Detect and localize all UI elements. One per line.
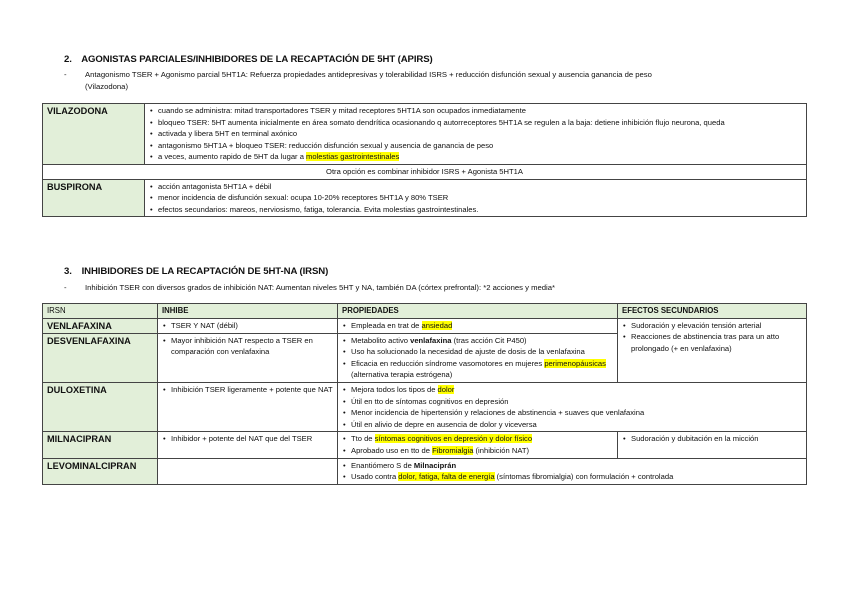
section-2-heading — [64, 54, 433, 65]
table-row — [43, 382, 807, 431]
list-item: • Útil en alivio de depre en ausencia de dolor y viceversa — [342, 419, 802, 431]
list-item: • acción antagonista 5HT1A + débil — [149, 181, 802, 193]
drug-name-vilazodona: VILAZODONA — [43, 104, 145, 165]
list-item: • activada y libera 5HT en terminal axónico — [149, 128, 802, 140]
list-item: • TSER Y NAT (débil) — [162, 320, 333, 332]
section-3-intro-text: Inhibición TSER con diversos grados de inhibición NAT: Aumentan niveles 5HT y NA, también DA (córtex prefrontal): *2 acciones y media* — [85, 283, 556, 292]
list-item: • a veces, aumento rapido de 5HT da lugar a molestias gastrointestinales — [149, 151, 802, 163]
list-item: • bloqueo TSER: 5HT aumenta inicialmente en área somato dendrítica ocasionando q autorreceptores 5HT1A se regulen a la baja: detiene inhibición flujo neurona, queda — [149, 117, 802, 129]
section-3-heading — [64, 266, 328, 277]
highlight: dolor — [437, 384, 455, 394]
highlight: Fibromialgia — [432, 445, 474, 455]
list-item: • Usado contra dolor, fatiga, falta de energía (síntomas fibromialgia) con formulación + controlada — [342, 471, 802, 483]
intro-dash: - — [64, 70, 67, 79]
other-option-row: Otra opción es combinar inhibidor ISRS + Agonista 5HT1A — [43, 164, 807, 179]
list-item: • Enantiómero S de Milnaciprán — [342, 460, 802, 472]
section-2-intro-text: Antagonismo TSER + Agonismo parcial 5HT1A: Refuerza propiedades antidepresivas y tolerabilidad ISRS + reducción disfunción sexual y ausencia ganancia de peso — [85, 70, 652, 79]
table-row — [43, 179, 807, 217]
drug-name-venlafaxina: VENLAFAXINA — [43, 318, 158, 333]
section-3-intro: - Inhibición TSER con diversos grados de inhibición NAT: Aumentan niveles 5HT y NA, también DA (córtex prefrontal): *2 acciones y media* — [64, 282, 844, 295]
table-row — [43, 318, 807, 333]
highlight: ansiedad — [421, 320, 453, 330]
buspirona-properties — [145, 179, 807, 217]
drug-name-levomilnacipran: LEVOMINALCIPRAN — [43, 458, 158, 484]
drug-name-duloxetina: DULOXETINA — [43, 382, 158, 431]
column-header: EFECTOS SECUNDARIOS — [618, 304, 807, 319]
list-item: • Inhibidor + potente del NAT que del TSER — [162, 433, 333, 445]
list-item: • Uso ha solucionado la necesidad de ajuste de dosis de la venlafaxina — [342, 346, 613, 358]
highlight: perimenopáusicas — [544, 358, 606, 368]
list-item: • Mejora todos los tipos de dolor — [342, 384, 802, 396]
list-item: • Tto de síntomas cognitivos en depresión y dolor físico — [342, 433, 613, 445]
list-item: • Aprobado uso en tto de Fibromialgia (inhibición NAT) — [342, 445, 613, 457]
highlight: molestias gastrointestinales — [306, 152, 400, 162]
list-item: • Metabolito activo venlafaxina (tras acción Cit P450) — [342, 335, 613, 347]
table-row — [43, 458, 807, 484]
column-header: IRSN — [43, 304, 158, 319]
list-item: • Útil en tto de síntomas cognitivos en depresión — [342, 396, 802, 408]
drug-name-buspirona: BUSPIRONA — [43, 179, 145, 217]
list-item: • Sudoración y dubitación en la micción — [622, 433, 802, 445]
apirs-table — [42, 103, 807, 217]
drug-name-milnacipran: MILNACIPRAN — [43, 432, 158, 458]
table-header-row — [43, 304, 807, 319]
drug-name-desvenlafaxina: DESVENLAFAXINA — [43, 333, 158, 382]
column-header: PROPIEDADES — [338, 304, 618, 319]
list-item: • Mayor inhibición NAT respecto a TSER en comparación con venlafaxina — [162, 335, 333, 358]
list-item: • Empleada en trat de ansiedad — [342, 320, 613, 332]
vilazodona-properties — [145, 104, 807, 165]
list-item: • Sudoración y elevación tensión arterial — [622, 320, 802, 332]
section-2-intro — [64, 69, 844, 95]
table-row — [43, 104, 807, 165]
irsn-table — [42, 303, 807, 485]
section-3-number: 3. — [64, 266, 72, 277]
list-item: • Inhibición TSER ligeramente + potente que NAT — [162, 384, 333, 396]
section-2-title: AGONISTAS PARCIALES/INHIBIDORES DE LA RECAPTACIÓN DE 5HT (APIRS) — [81, 54, 433, 65]
section-2-number: 2. — [64, 54, 72, 65]
section-2-intro-cont: (Vilazodona) — [85, 82, 129, 91]
column-header: INHIBE — [158, 304, 338, 319]
list-item: • menor incidencia de disfunción sexual: ocupa 10-20% receptores 5HT1A y 80% TSER — [149, 192, 802, 204]
list-item: • efectos secundarios: mareos, nerviosismo, fatiga, tolerancia. Evita molestias gastrointestinales. — [149, 204, 802, 216]
list-item: • Eficacia en reducción síndrome vasomotores en mujeres perimenopáusicas (alternativa terapia estrógena) — [342, 358, 613, 381]
section-3-title: INHIBIDORES DE LA RECAPTACIÓN DE 5HT-NA (IRSN) — [81, 266, 329, 277]
highlight: dolor, fatiga, falta de energía — [398, 472, 495, 482]
list-item: • antagonismo 5HT1A + bloqueo TSER: reducción disfunción sexual y ausencia de ganancia de peso — [149, 140, 802, 152]
list-item: • Reacciones de abstinencia tras para un atto prolongado (+ en venlafaxina) — [622, 331, 802, 354]
table-row — [43, 164, 807, 179]
snri-side-effects — [618, 318, 807, 382]
highlight: síntomas cognitivos en depresión y dolor físico — [374, 434, 533, 444]
list-item: • Menor incidencia de hipertensión y relaciones de abstinencia + suaves que venlafaxina — [342, 407, 802, 419]
list-item: • cuando se administra: mitad transportadores TSER y mitad receptores 5HT1A son ocupados inmediatamente — [149, 105, 802, 117]
table-row — [43, 432, 807, 458]
